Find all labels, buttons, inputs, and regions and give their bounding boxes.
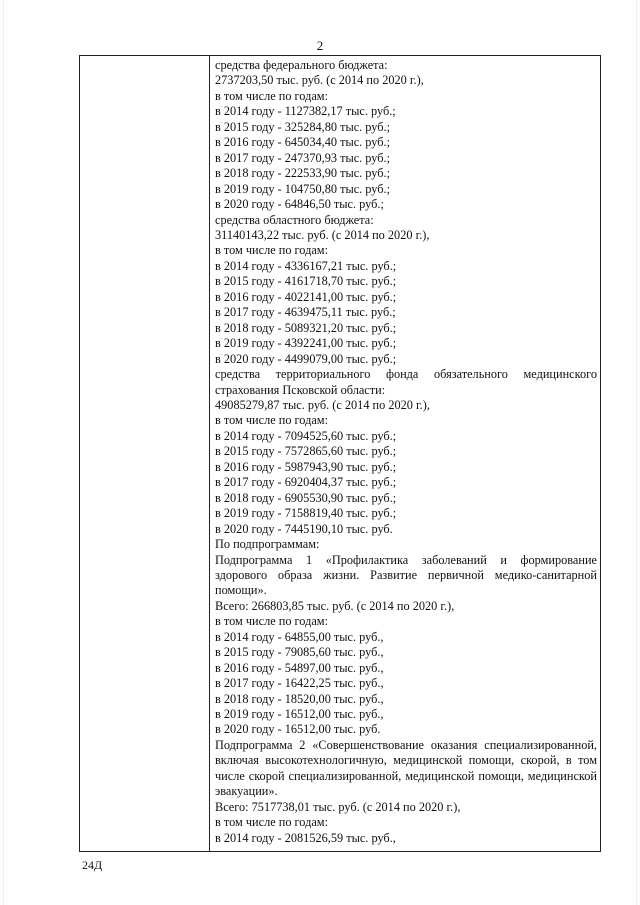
text-line: в 2017 году - 247370,93 тыс. руб.; <box>215 150 391 165</box>
text-line: в 2020 году - 7445190,10 тыс. руб. <box>215 521 393 536</box>
text-line: в том числе по годам: <box>215 243 329 258</box>
text-line: в 2019 году - 16512,00 тыс. руб., <box>215 707 384 722</box>
text-line: в 2020 году - 4499079,00 тыс. руб.; <box>215 351 397 366</box>
text-line: в 2014 году - 7094525,60 тыс. руб.; <box>215 428 397 443</box>
text-line: в 2018 году - 222533,90 тыс. руб.; <box>215 166 391 181</box>
document-table <box>79 55 601 852</box>
text-line: 2737203,50 тыс. руб. (с 2014 по 2020 г.), <box>215 73 424 88</box>
text-line: в 2020 году - 16512,00 тыс. руб. <box>215 722 381 737</box>
text-line: средства областного бюджета: <box>215 212 374 227</box>
text-line: в 2016 году - 5987943,90 тыс. руб.; <box>215 459 397 474</box>
tfoms-header: средства территориального фонда обязательного медицинского страхования Псковской области: <box>215 367 597 397</box>
text-line: в том числе по годам: <box>215 413 329 428</box>
text-line: в 2020 году - 64846,50 тыс. руб.; <box>215 197 384 212</box>
text-line: в 2017 году - 16422,25 тыс. руб., <box>215 676 384 691</box>
text-line: в 2014 году - 64855,00 тыс. руб., <box>215 629 384 644</box>
footer-code: 24Д <box>82 858 103 872</box>
text-line: в 2019 году - 104750,80 тыс. руб.; <box>215 181 391 196</box>
scan-edge-mark <box>3 0 4 905</box>
text-line: в том числе по годам: <box>215 88 329 103</box>
subprogram-2-section <box>215 738 597 846</box>
regional-budget-section <box>215 213 597 368</box>
text-line: 31140143,22 тыс. руб. (с 2014 по 2020 г.), <box>215 227 430 242</box>
text-line: в 2015 году - 7572865,60 тыс. руб.; <box>215 444 397 459</box>
table-left-column <box>80 56 210 851</box>
text-line: в 2015 году - 79085,60 тыс. руб., <box>215 645 384 660</box>
text-line: 49085279,87 тыс. руб. (с 2014 по 2020 г.), <box>215 397 430 412</box>
scan-edge-mark <box>636 0 637 905</box>
page-number: 2 <box>316 38 324 53</box>
text-line: в 2014 году - 1127382,17 тыс. руб.; <box>215 104 396 119</box>
text-line: в том числе по годам: <box>215 815 329 830</box>
text-line: в 2016 году - 4022141,00 тыс. руб.; <box>215 289 397 304</box>
text-line: в 2018 году - 5089321,20 тыс. руб.; <box>215 320 397 335</box>
text-line: в 2015 году - 4161718,70 тыс. руб.; <box>215 274 397 289</box>
text-line: в том числе по годам: <box>215 614 329 629</box>
text-line: в 2019 году - 4392241,00 тыс. руб.; <box>215 336 397 351</box>
text-line: в 2016 году - 54897,00 тыс. руб., <box>215 660 384 675</box>
text-line: в 2017 году - 4639475,11 тыс. руб.; <box>215 305 396 320</box>
subprogram-1-title: Подпрограмма 1 «Профилактика заболеваний и формирование здорового образа жизни. Развитие первичной медико-санитарной помощи». <box>215 552 597 598</box>
text-line: в 2017 году - 6920404,37 тыс. руб.; <box>215 475 397 490</box>
text-line: средства федерального бюджета: <box>215 58 388 72</box>
text-line: Всего: 266803,85 тыс. руб. (с 2014 по 2020 г.), <box>215 598 455 613</box>
text-line: в 2016 году - 645034,40 тыс. руб.; <box>215 135 391 150</box>
subprogram-1-section <box>215 553 597 738</box>
text-line: Всего: 7517738,01 тыс. руб. (с 2014 по 2020 г.), <box>215 799 461 814</box>
tfoms-section <box>215 367 597 552</box>
text-line: в 2014 году - 4336167,21 тыс. руб.; <box>215 258 397 273</box>
text-line: в 2014 году - 2081526,59 тыс. руб., <box>215 830 396 845</box>
subprograms-heading: По подпрограммам: <box>215 537 320 552</box>
subprogram-2-title: Подпрограмма 2 «Совершенствование оказания специализированной, включая высокотехнологичную, медицинской помощи, скорой, в том числе скорой специализированной, медицинской помощи, медицинской эвакуации». <box>215 737 597 799</box>
text-line: в 2019 году - 7158819,40 тыс. руб.; <box>215 506 397 521</box>
text-line: в 2018 году - 6905530,90 тыс. руб.; <box>215 490 397 505</box>
table-right-column <box>215 58 597 846</box>
federal-budget-section <box>215 58 597 213</box>
text-line: в 2018 году - 18520,00 тыс. руб., <box>215 691 384 706</box>
text-line: в 2015 году - 325284,80 тыс. руб.; <box>215 119 391 134</box>
